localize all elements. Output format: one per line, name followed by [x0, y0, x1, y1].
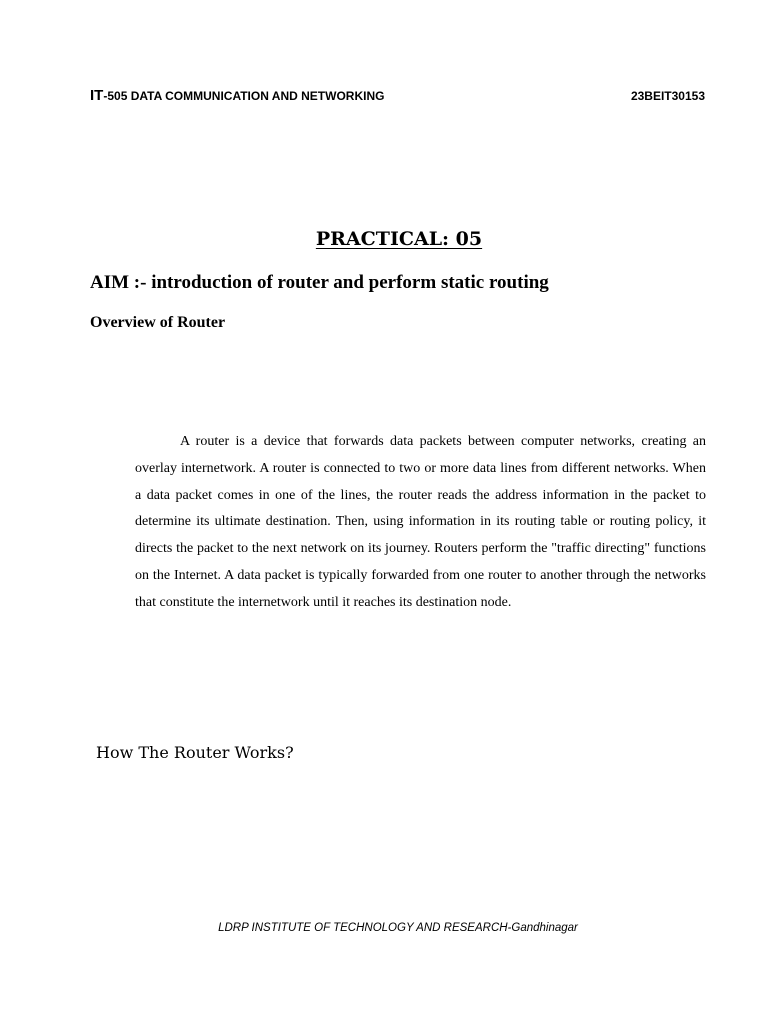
page-footer: LDRP INSTITUTE OF TECHNOLOGY AND RESEARCH-Gandhinagar [218, 922, 578, 934]
course-code: IT [90, 87, 104, 104]
how-router-works-heading: How The Router Works? [96, 743, 294, 762]
header-course-title [90, 87, 384, 104]
course-name: -505 DATA COMMUNICATION AND NETWORKING [103, 89, 385, 103]
practical-title: PRACTICAL: 05 [315, 228, 483, 250]
aim-heading: AIM :- introduction of router and perform static routing [90, 272, 549, 293]
enrollment-id: 23BEIT30153 [630, 89, 705, 103]
overview-heading: Overview of Router [90, 314, 226, 331]
overview-paragraph: A router is a device that forwards data packets between computer networks, creating an overlay internetwork. A router is connected to two or more data lines from different networks. When a data packet comes in one of the lines, the router reads the address information in the packet to determine its ultimate destination. Then, using information in its routing table or routing policy, it directs the packet to the next network on its journey. Routers perform the "traffic directing" functions on the Internet. A data packet is typically forwarded from one router to another through the networks that constitute the internetwork until it reaches its destination node. [135, 434, 706, 610]
